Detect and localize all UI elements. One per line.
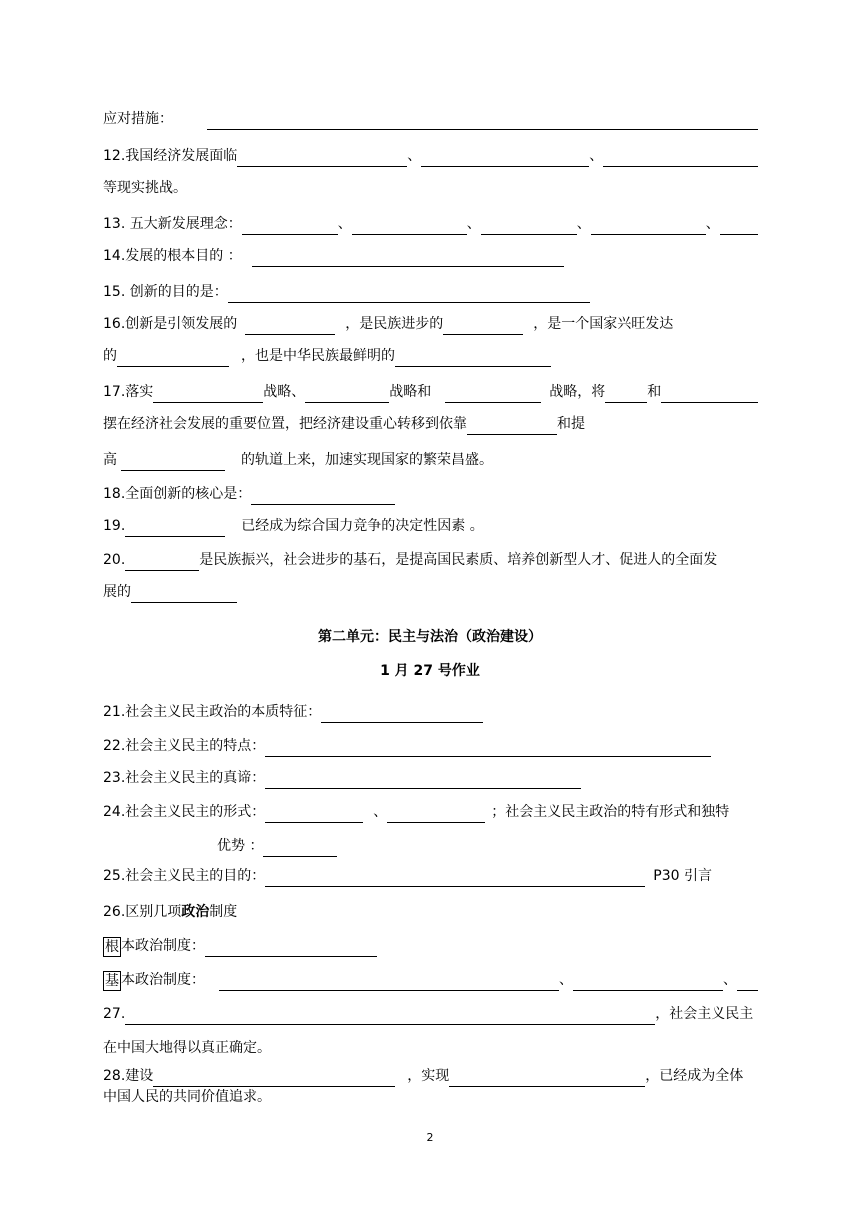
- section-subtitle: 1 月 27 号作业: [380, 663, 480, 679]
- question-18: [103, 483, 758, 505]
- answer-blank[interactable]: [467, 418, 557, 435]
- boxed-char: 根: [105, 939, 119, 955]
- question-16-text: 16.创新是引领发展的: [103, 316, 238, 332]
- question-19-text: 19.: [103, 518, 126, 534]
- question-26-end: 制度: [209, 904, 238, 920]
- answer-blank[interactable]: [125, 1008, 655, 1025]
- measures-line: [103, 108, 758, 130]
- question-24-text: 24.社会主义民主的形式：: [103, 804, 266, 820]
- answer-blank[interactable]: [603, 150, 758, 167]
- answer-blank[interactable]: [125, 554, 199, 571]
- answer-blank[interactable]: [153, 386, 263, 403]
- answer-blank[interactable]: [251, 488, 395, 505]
- answer-blank[interactable]: [117, 350, 229, 367]
- answer-blank[interactable]: [265, 772, 581, 789]
- fundamental-system-line: [103, 935, 758, 957]
- question-14-text: 14.发展的根本目的 ：: [103, 248, 242, 264]
- question-13: [103, 213, 758, 235]
- answer-blank[interactable]: [591, 218, 706, 235]
- question-21: [103, 701, 758, 723]
- question-15: [103, 281, 758, 303]
- question-26-text: 26.区别几项: [103, 904, 182, 920]
- boxed-char: 基: [105, 973, 119, 989]
- question-17-text-i: 的轨道上来，加速实现国家的繁荣昌盛。: [241, 452, 493, 468]
- question-26-bold: 政治: [181, 904, 210, 920]
- question-17-text-b: 战略、: [263, 384, 306, 400]
- question-22: [103, 735, 758, 757]
- answer-blank[interactable]: [605, 386, 647, 403]
- question-28-text: 28.建设: [103, 1068, 154, 1084]
- separator: 、: [559, 972, 573, 988]
- answer-blank[interactable]: [242, 218, 338, 235]
- answer-blank[interactable]: [121, 454, 225, 471]
- question-19-text-b: 已经成为综合国力竞争的决定性因素 。: [241, 518, 484, 534]
- separator: 、: [589, 148, 604, 164]
- question-28-text-b: ，实现: [407, 1068, 450, 1084]
- question-28-text-c: ，已经成为全体: [645, 1068, 744, 1084]
- question-20-text-b: 是民族振兴，社会进步的基石，是提高国民素质、培养创新型人才、促进人的全面发: [199, 552, 718, 568]
- question-12: [103, 145, 758, 167]
- question-17-text-c: 战略和: [389, 384, 432, 400]
- question-16-text-d: 的: [103, 348, 117, 364]
- question-20-cont: [103, 581, 758, 603]
- question-24-cont: [217, 835, 758, 857]
- question-13-text: 13. 五大新发展理念：: [103, 216, 242, 232]
- answer-blank[interactable]: [573, 974, 723, 991]
- question-17-cont: [103, 413, 758, 435]
- question-18-text: 18.全面创新的核心是：: [103, 486, 252, 502]
- question-21-text: 21.社会主义民主政治的本质特征：: [103, 704, 322, 720]
- answer-blank[interactable]: [305, 386, 389, 403]
- answer-blank[interactable]: [265, 740, 711, 757]
- question-14: [103, 245, 758, 267]
- question-16-text-b: ，是民族进步的: [345, 316, 444, 332]
- question-27-cont: [103, 1037, 758, 1059]
- question-17-text-h: 高: [103, 452, 117, 468]
- answer-blank[interactable]: [737, 974, 758, 991]
- question-20-text: 20.: [103, 552, 126, 568]
- measures-label: 应对措施：: [103, 111, 173, 127]
- question-17-cont2: [103, 449, 758, 471]
- answer-blank[interactable]: [265, 870, 645, 887]
- question-17: [103, 381, 758, 403]
- separator: 、: [466, 216, 481, 232]
- separator: 、: [407, 148, 422, 164]
- question-25-text: 25.社会主义民主的目的：: [103, 868, 266, 884]
- question-12-end: 等现实挑战。: [103, 180, 187, 196]
- separator: 、: [576, 216, 591, 232]
- answer-blank[interactable]: [131, 586, 237, 603]
- question-27-text-b: ，社会主义民主: [655, 1006, 754, 1022]
- answer-blank[interactable]: [252, 250, 564, 267]
- question-19: [103, 515, 758, 537]
- answer-blank[interactable]: [265, 806, 363, 823]
- answer-blank[interactable]: [125, 520, 225, 537]
- separator: 、: [337, 216, 352, 232]
- question-12-cont: [103, 177, 758, 199]
- page-number: 2: [426, 1131, 434, 1144]
- question-24-text-b: ；社会主义民主政治的特有形式和独特: [491, 804, 730, 820]
- answer-blank[interactable]: [395, 350, 551, 367]
- answer-blank[interactable]: [228, 286, 590, 303]
- question-15-text: 15. 创新的目的是：: [103, 284, 228, 300]
- answer-blank[interactable]: [263, 840, 337, 857]
- answer-blank[interactable]: [421, 150, 589, 167]
- question-27: [103, 1003, 758, 1025]
- page-reference: P30 引言: [653, 868, 712, 884]
- question-22-text: 22.社会主义民主的特点：: [103, 738, 266, 754]
- answer-blank[interactable]: [321, 706, 483, 723]
- question-23-text: 23.社会主义民主的真谛：: [103, 770, 266, 786]
- question-17-text-e: 和: [647, 384, 662, 400]
- question-27-text-c: 在中国大地得以真正确定。: [103, 1040, 271, 1056]
- question-28-text-d: 中国人民的共同价值追求。: [103, 1089, 271, 1105]
- question-16: [103, 313, 758, 335]
- answer-blank[interactable]: [153, 1070, 395, 1087]
- answer-blank[interactable]: [352, 218, 467, 235]
- answer-blank[interactable]: [205, 940, 377, 957]
- question-17-text: 17.落实: [103, 384, 154, 400]
- answer-blank[interactable]: [207, 113, 758, 130]
- question-24-text-c: 优势 ：: [217, 838, 264, 854]
- basic-system-line: [103, 969, 758, 991]
- answer-blank[interactable]: [245, 318, 335, 335]
- answer-blank[interactable]: [387, 806, 485, 823]
- question-23: [103, 767, 758, 789]
- answer-blank[interactable]: [219, 974, 559, 991]
- answer-blank[interactable]: [237, 150, 407, 167]
- question-26: [103, 901, 758, 923]
- question-17-text-d: 战略，将: [549, 384, 606, 400]
- question-28: [103, 1065, 758, 1087]
- separator: 、: [723, 972, 737, 988]
- question-20: [103, 549, 758, 571]
- fundamental-system-label: 本政治制度：: [121, 938, 205, 954]
- question-27-text: 27.: [103, 1006, 126, 1022]
- separator: 、: [705, 216, 720, 232]
- separator: 、: [373, 804, 388, 820]
- question-16-text-c: ，是一个国家兴旺发达: [533, 316, 674, 332]
- question-16-cont: [103, 345, 758, 367]
- question-24: [103, 801, 758, 823]
- question-17-text-g: 和提: [557, 416, 585, 432]
- answer-blank[interactable]: [661, 386, 758, 403]
- answer-blank[interactable]: [449, 1070, 645, 1087]
- answer-blank[interactable]: [445, 386, 541, 403]
- answer-blank[interactable]: [481, 218, 577, 235]
- answer-blank[interactable]: [443, 318, 523, 335]
- question-28-cont: [103, 1086, 758, 1108]
- question-17-text-f: 摆在经济社会发展的重要位置，把经济建设重心转移到依靠: [103, 416, 467, 432]
- question-16-text-e: ，也是中华民族最鲜明的: [241, 348, 395, 364]
- answer-blank[interactable]: [720, 218, 758, 235]
- question-20-text-c: 展的: [103, 584, 131, 600]
- basic-system-label: 本政治制度：: [121, 972, 205, 988]
- question-25: [103, 865, 758, 887]
- question-12-text: 12.我国经济发展面临: [103, 148, 238, 164]
- section-title: 第二单元：民主与法治（政治建设）: [318, 629, 542, 645]
